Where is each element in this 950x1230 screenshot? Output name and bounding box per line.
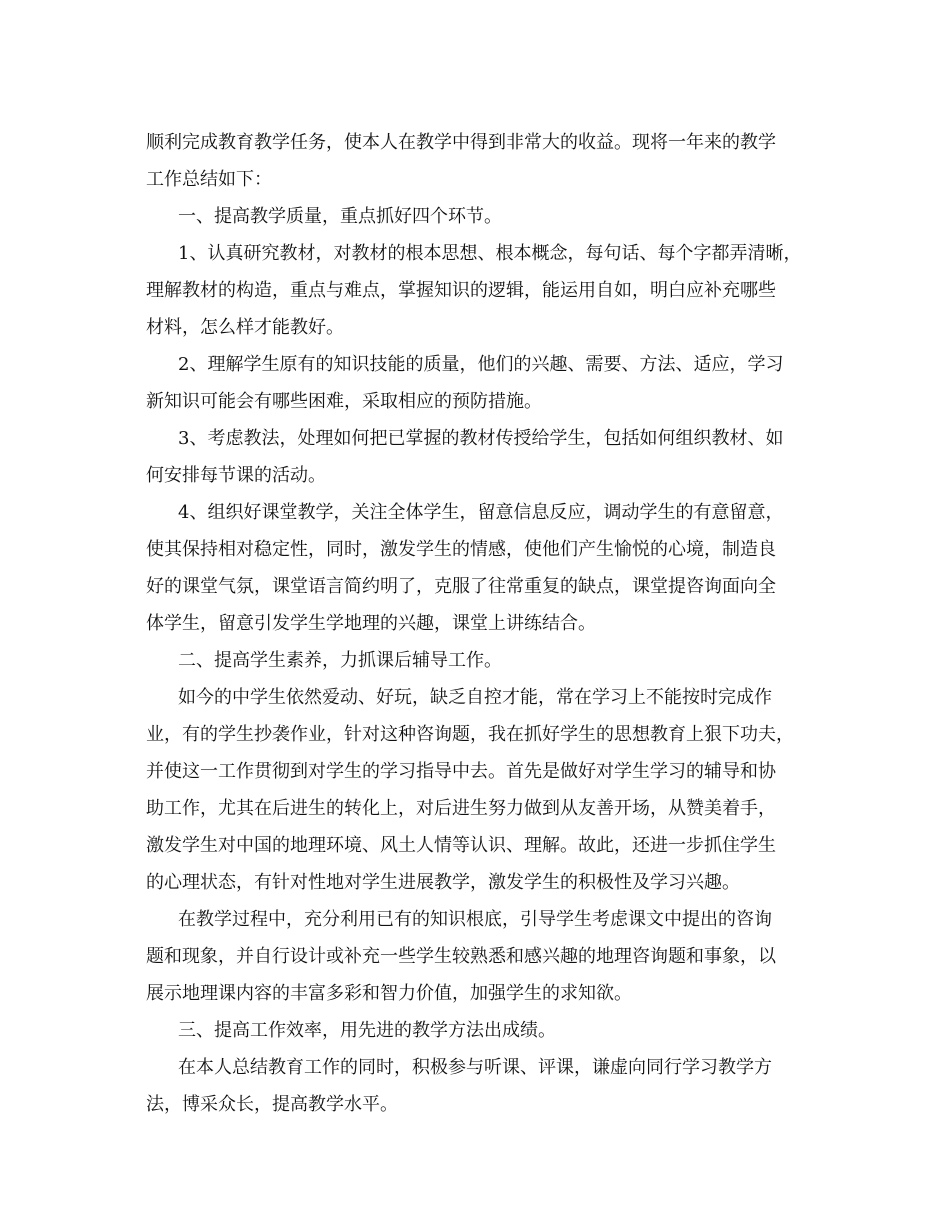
section-heading: 一、提高教学质量，重点抓好四个环节。 [178,206,502,227]
text-line: 理解教材的构造，重点与难点，掌握知识的逻辑，能运用自如，明白应补充哪些 [146,280,776,301]
text-line: 的心理状态，有针对性地对学生进展教学，激发学生的积极性及学习兴趣。 [146,872,740,893]
text-line: 何安排每节课的活动。 [146,465,326,486]
text-line: 材料，怎么样才能教好。 [146,317,344,338]
text-line: 顺利完成教育教学任务，使本人在教学中得到非常大的收益。现将一年来的教学 [146,132,776,153]
text-line: 展示地理课内容的丰富多彩和智力价值，加强学生的求知欲。 [146,983,632,1004]
text-line: 体学生，留意引发学生学地理的兴趣，课堂上讲练结合。 [146,613,596,634]
text-line: 题和现象，并自行设计或补充一些学生较熟悉和感兴趣的地理咨询题和事象，以 [146,946,776,967]
text-line: 1、认真研究教材，对教材的根本思想、根本概念，每句话、每个字都弄清晰， [178,243,802,264]
text-line: 在教学过程中，充分利用已有的知识根底，引导学生考虑课文中提出的咨询 [178,909,772,930]
text-line: 如今的中学生依然爱动、好玩，缺乏自控才能，常在学习上不能按时完成作 [178,687,772,708]
text-line: 2、理解学生原有的知识技能的质量，他们的兴趣、需要、方法、适应，学习 [178,354,784,375]
text-line: 工作总结如下： [146,169,272,190]
text-line: 好的课堂气氛，课堂语言简约明了，克服了往常重复的缺点，课堂提咨询面向全 [146,576,776,597]
text-line: 助工作，尤其在后进生的转化上，对后进生努力做到从友善开场，从赞美着手， [146,798,776,819]
text-line: 在本人总结教育工作的同时，积极参与听课、评课，谦虚向同行学习教学方 [178,1057,772,1078]
section-heading: 二、提高学生素养，力抓课后辅导工作。 [178,650,502,671]
text-line: 激发学生对中国的地理环境、风土人情等认识、理解。故此，还进一步抓住学生 [146,835,776,856]
text-line: 新知识可能会有哪些困难，采取相应的预防措施。 [146,391,542,412]
text-line: 法，博采众长，提高教学水平。 [146,1094,398,1115]
text-line: 4、组织好课堂教学，关注全体学生，留意信息反应，调动学生的有意留意， [178,502,784,523]
section-heading: 三、提高工作效率，用先进的教学方法出成绩。 [178,1020,556,1041]
text-line: 业，有的学生抄袭作业，针对这种咨询题，我在抓好学生的思想教育上狠下功夫， [146,724,794,745]
text-line: 并使这一工作贯彻到对学生的学习指导中去。首先是做好对学生学习的辅导和协 [146,761,776,782]
text-line: 使其保持相对稳定性，同时，激发学生的情感，使他们产生愉悦的心境，制造良 [146,539,776,560]
text-line: 3、考虑教法，处理如何把已掌握的教材传授给学生，包括如何组织教材、如 [178,428,784,449]
